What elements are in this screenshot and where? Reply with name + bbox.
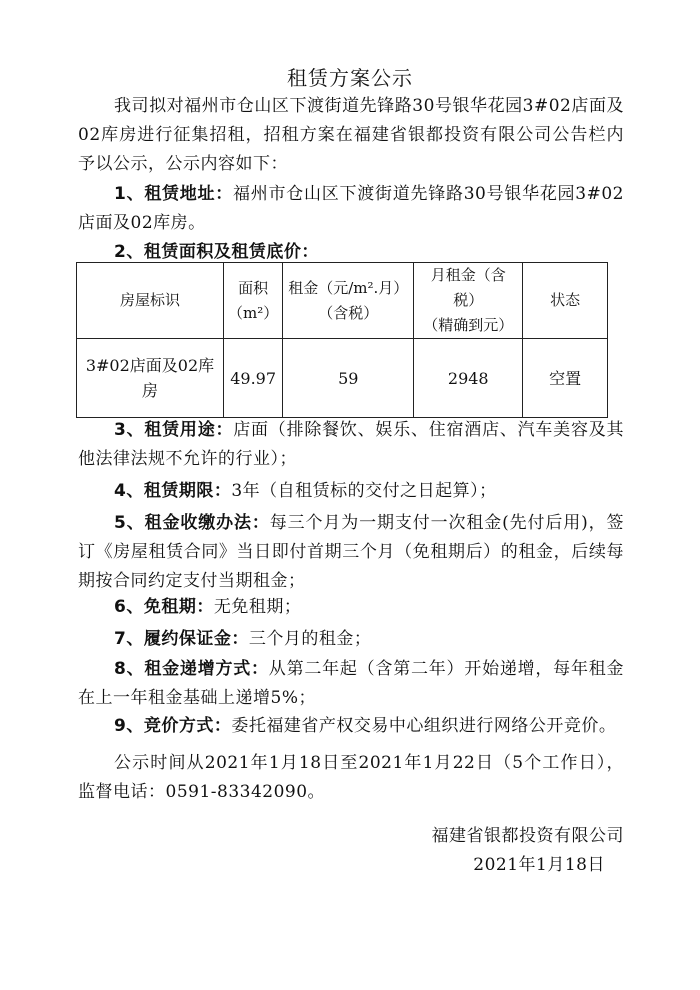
- table-header-row: [77, 263, 608, 339]
- item-6: [78, 593, 624, 622]
- item-8-text: 从第二年起（含第二年）开始递增，每年租金在上一年租金基础上递增5%；: [78, 659, 624, 708]
- item-5-label: 5、租金收缴办法：: [114, 513, 270, 533]
- item-1-text: 福州市仓山区下渡街道先锋路30号银华花园3#02店面及02库房。: [78, 184, 624, 233]
- intro-paragraph: 我司拟对福州市仓山区下渡街道先锋路30号银华花园3#02店面及02库房进行征集招租，招租方案在福建省银都投资有限公司公告栏内予以公示，公示内容如下：: [78, 96, 624, 174]
- cell-monthly-rent: 2948: [414, 339, 523, 418]
- item-4-text: 3年（自租赁标的交付之日起算）；: [231, 481, 497, 501]
- item-3: [78, 416, 624, 474]
- document-title: 租赁方案公示: [287, 66, 413, 90]
- item-5: [78, 509, 624, 596]
- header-cell-unit: 房屋标识: [77, 263, 224, 339]
- item-7-text: 三个月的租金；: [248, 629, 372, 649]
- item-8: [78, 655, 624, 713]
- header-cell-monthly-rent: 月租金（含税） （精确到元）: [414, 263, 523, 339]
- item-1: [78, 180, 624, 238]
- item-2-label: 2、租赁面积及租赁底价：: [114, 242, 319, 262]
- item-3-text: 店面（排除餐饮、娱乐、住宿酒店、汽车美容及其他法律法规不允许的行业）；: [78, 420, 624, 469]
- item-9: [78, 712, 624, 741]
- cell-status: 空置: [523, 339, 608, 418]
- header-cell-area: 面积 （m²）: [224, 263, 283, 339]
- item-9-label: 9、竞价方式：: [114, 716, 232, 736]
- item-9-text: 委托福建省产权交易中心组织进行网络公开竞价。: [231, 716, 617, 736]
- item-4: [78, 477, 624, 506]
- item-6-text: 无免租期；: [213, 597, 302, 617]
- table-row: [77, 339, 608, 418]
- item-4-label: 4、租赁期限：: [114, 481, 232, 501]
- item-8-label: 8、租金递增方式：: [114, 659, 269, 679]
- item-7-label: 7、履约保证金：: [114, 629, 249, 649]
- cell-unit: 3#02店面及02库房: [77, 339, 224, 418]
- item-1-label: 1、租赁地址：: [114, 184, 234, 204]
- item-7: [78, 625, 624, 654]
- signature-date: 2021年1月18日: [473, 855, 605, 875]
- rent-table: [76, 262, 608, 418]
- notice-paragraph: 公示时间从2021年1月18日至2021年1月22日（5个工作日），监督电话：0591-83342090。: [78, 753, 624, 802]
- item-5-text: 每三个月为一期支付一次租金(先付后用)，签订《房屋租赁合同》当日即付首期三个月（免租期后）的租金，后续每期按合同约定支付当期租金；: [78, 513, 624, 591]
- header-cell-status: 状态: [523, 263, 608, 339]
- company-signature: 福建省银都投资有限公司: [431, 826, 624, 846]
- item-3-label: 3、租赁用途：: [114, 420, 234, 440]
- cell-rent: 59: [283, 339, 414, 418]
- cell-area: 49.97: [224, 339, 283, 418]
- item-6-label: 6、免租期：: [114, 597, 214, 617]
- header-cell-rent: 租金（元/m².月） （含税）: [283, 263, 414, 339]
